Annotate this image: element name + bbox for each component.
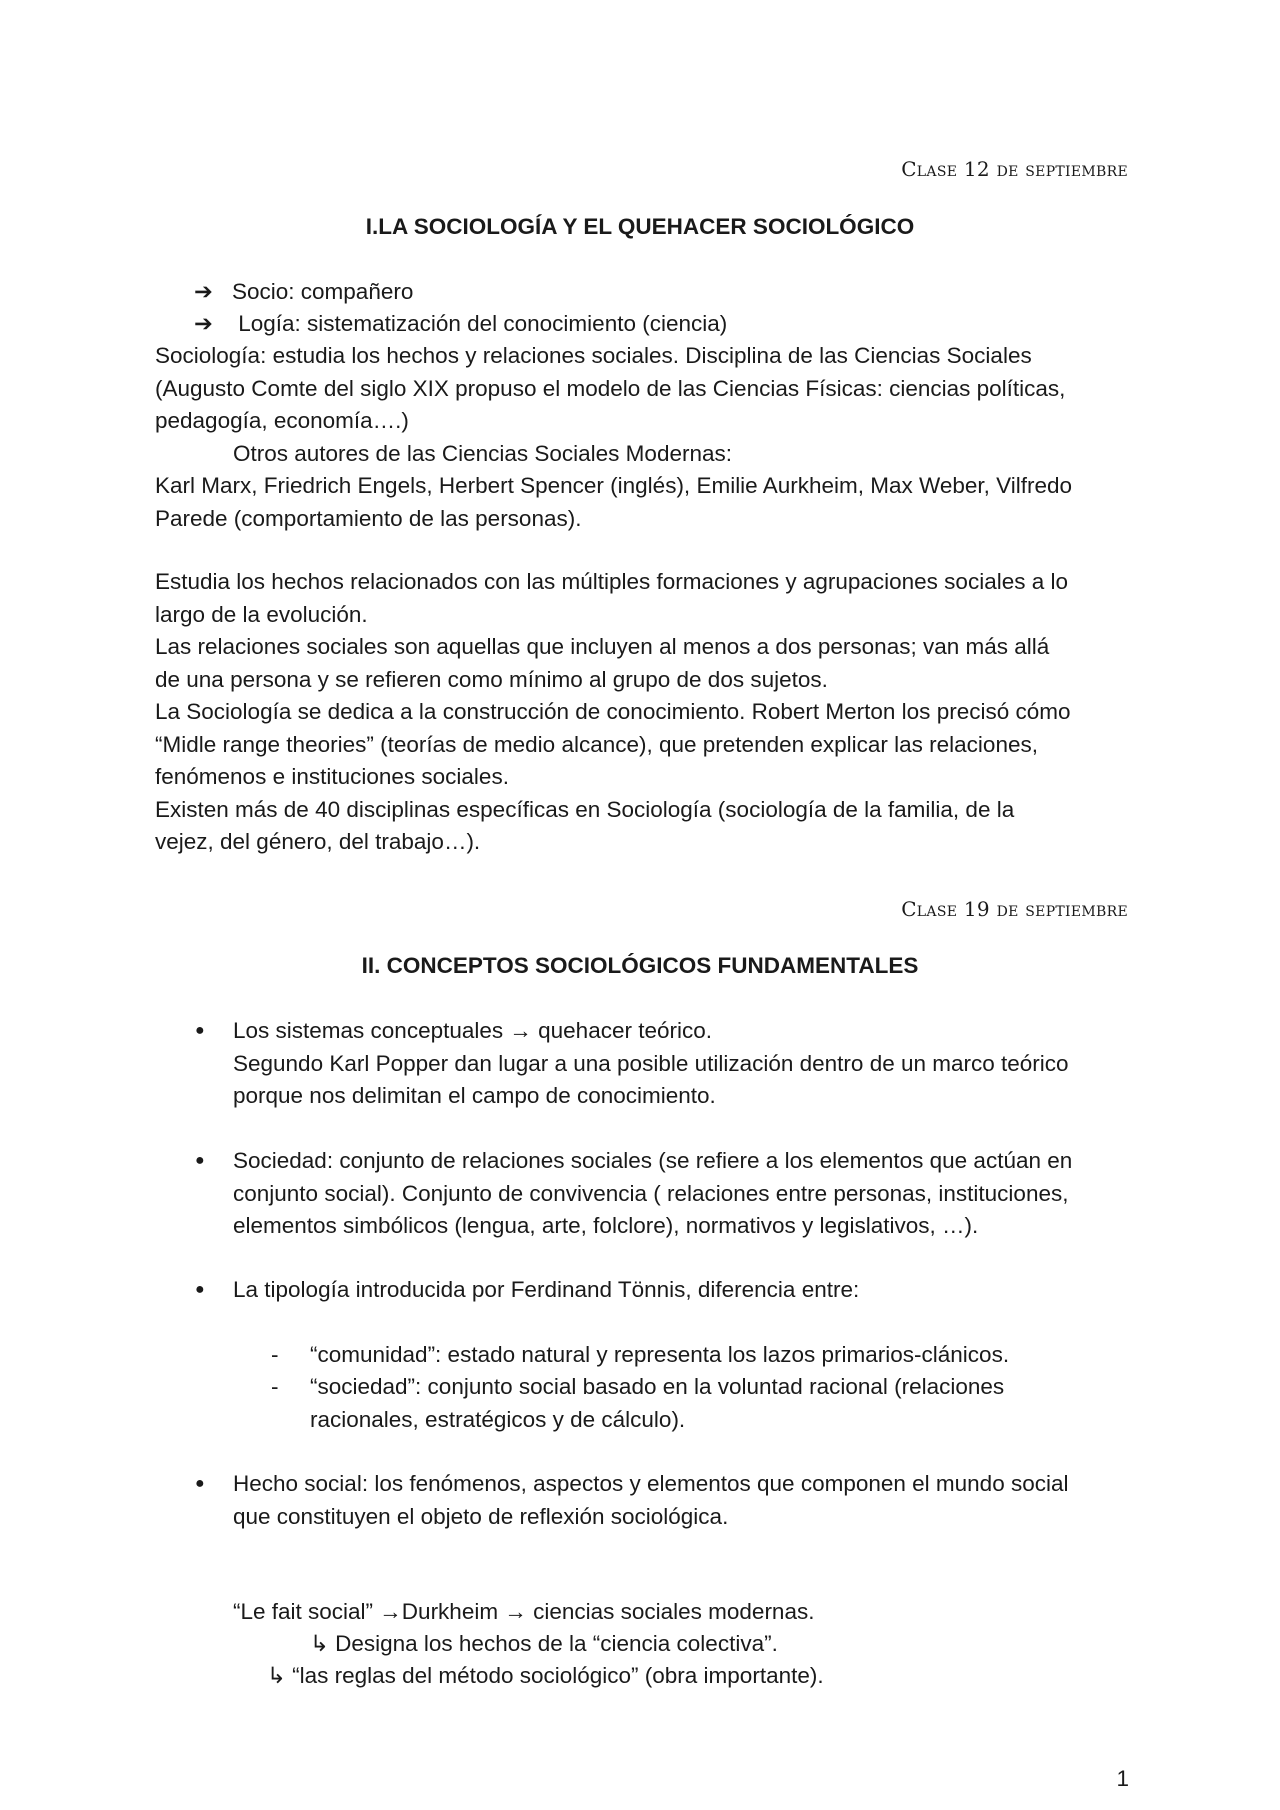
bullet-icon: ● xyxy=(195,1281,205,1298)
text-line: (Augusto Comte del siglo XIX propuso el modelo de las Ciencias Físicas: ciencias políticas, xyxy=(155,375,1066,401)
text-line: Sociología: estudia los hechos y relaciones sociales. Disciplina de las Ciencias Sociales xyxy=(155,343,1032,368)
dash-marker: - xyxy=(271,1374,279,1399)
sub-note-2: ↳ “las reglas del método sociológico” (obra importante). xyxy=(267,1663,824,1688)
text-line: racionales, estratégicos y de cálculo). xyxy=(310,1406,686,1432)
text-line: Las relaciones sociales son aquellas que incluyen al menos a dos personas; van más allá xyxy=(155,634,1050,659)
text-line: Hecho social: los fenómenos, aspectos y elementos que componen el mundo social xyxy=(233,1471,1069,1496)
sub-note-1: ↳ Designa los hechos de la “ciencia colectiva”. xyxy=(310,1631,778,1656)
text-line: Otros autores de las Ciencias Sociales Modernas: xyxy=(233,440,732,466)
text-line: Los sistemas conceptuales → quehacer teórico. xyxy=(233,1018,713,1043)
section-heading-2: II. CONCEPTOS SOCIOLÓGICOS FUNDAMENTALES xyxy=(361,953,919,978)
text-line: fenómenos e instituciones sociales. xyxy=(155,764,509,789)
arrow-list-item xyxy=(194,308,727,341)
text-line: Estudia los hechos relacionados con las múltiples formaciones y agrupaciones sociales a lo xyxy=(155,569,1068,594)
class-date-2: Clase 19 de septiembre xyxy=(901,897,1128,921)
text-line: Segundo Karl Popper dan lugar a una posible utilización dentro de un marco teórico xyxy=(233,1050,1069,1076)
section-heading-1: I.LA SOCIOLOGÍA Y EL QUEHACER SOCIOLÓGICO xyxy=(365,214,915,239)
class-date-1: Clase 12 de septiembre xyxy=(901,157,1128,181)
text-line: vejez, del género, del trabajo…). xyxy=(155,829,481,854)
arrow-icon: ➔ xyxy=(194,311,213,336)
text-line: Sociedad: conjunto de relaciones sociales (se refiere a los elementos que actúan en xyxy=(233,1148,1073,1173)
bullet-icon: ● xyxy=(195,1022,205,1039)
paragraph-definition xyxy=(155,340,1135,535)
text-line: La Sociología se dedica a la construcción de conocimiento. Robert Merton los precisó cómo xyxy=(155,699,1071,724)
arrow-list-item xyxy=(194,276,413,309)
text-line: porque nos delimitan el campo de conocimiento. xyxy=(233,1083,716,1108)
text-line: “comunidad”: estado natural y representa los lazos primarios-clánicos. xyxy=(310,1342,1010,1367)
text-line: largo de la evolución. xyxy=(155,601,368,627)
text-line: “sociedad”: conjunto social basado en la voluntad racional (relaciones xyxy=(310,1374,1005,1399)
bullet-icon: ● xyxy=(195,1475,205,1492)
text-line: Parede (comportamiento de las personas). xyxy=(155,505,582,531)
arrow-list-text: Socio: compañero xyxy=(232,279,414,304)
text-line: Karl Marx, Friedrich Engels, Herbert Spencer (inglés), Emilie Aurkheim, Max Weber, Vilfredo xyxy=(155,473,1073,498)
text-line: conjunto social). Conjunto de convivencia ( relaciones entre personas, instituciones, xyxy=(233,1180,1069,1206)
fait-social-line: “Le fait social” →Durkheim → ciencias sociales modernas. xyxy=(233,1599,815,1624)
arrow-list-text: Logía: sistematización del conocimiento (ciencia) xyxy=(232,311,728,336)
arrow-icon: ➔ xyxy=(194,279,213,304)
text-line: que constituyen el objeto de reflexión sociológica. xyxy=(233,1503,729,1529)
text-line: elementos simbólicos (lengua, arte, folclore), normativos y legislativos, …). xyxy=(233,1213,979,1238)
bullet-icon: ● xyxy=(195,1152,205,1169)
text-line: Existen más de 40 disciplinas específicas en Sociología (sociología de la familia, de la xyxy=(155,796,1015,822)
text-line: de una persona y se refieren como mínimo al grupo de dos sujetos. xyxy=(155,666,828,692)
page-number: 1 xyxy=(1116,1766,1129,1791)
text-line: “Midle range theories” (teorías de medio alcance), que pretenden explicar las relaciones, xyxy=(155,731,1038,757)
paragraph-relations xyxy=(155,566,1135,859)
dash-marker: - xyxy=(271,1342,279,1367)
text-line: pedagogía, economía….) xyxy=(155,408,409,433)
text-line: La tipología introducida por Ferdinand Tönnis, diferencia entre: xyxy=(233,1277,860,1302)
